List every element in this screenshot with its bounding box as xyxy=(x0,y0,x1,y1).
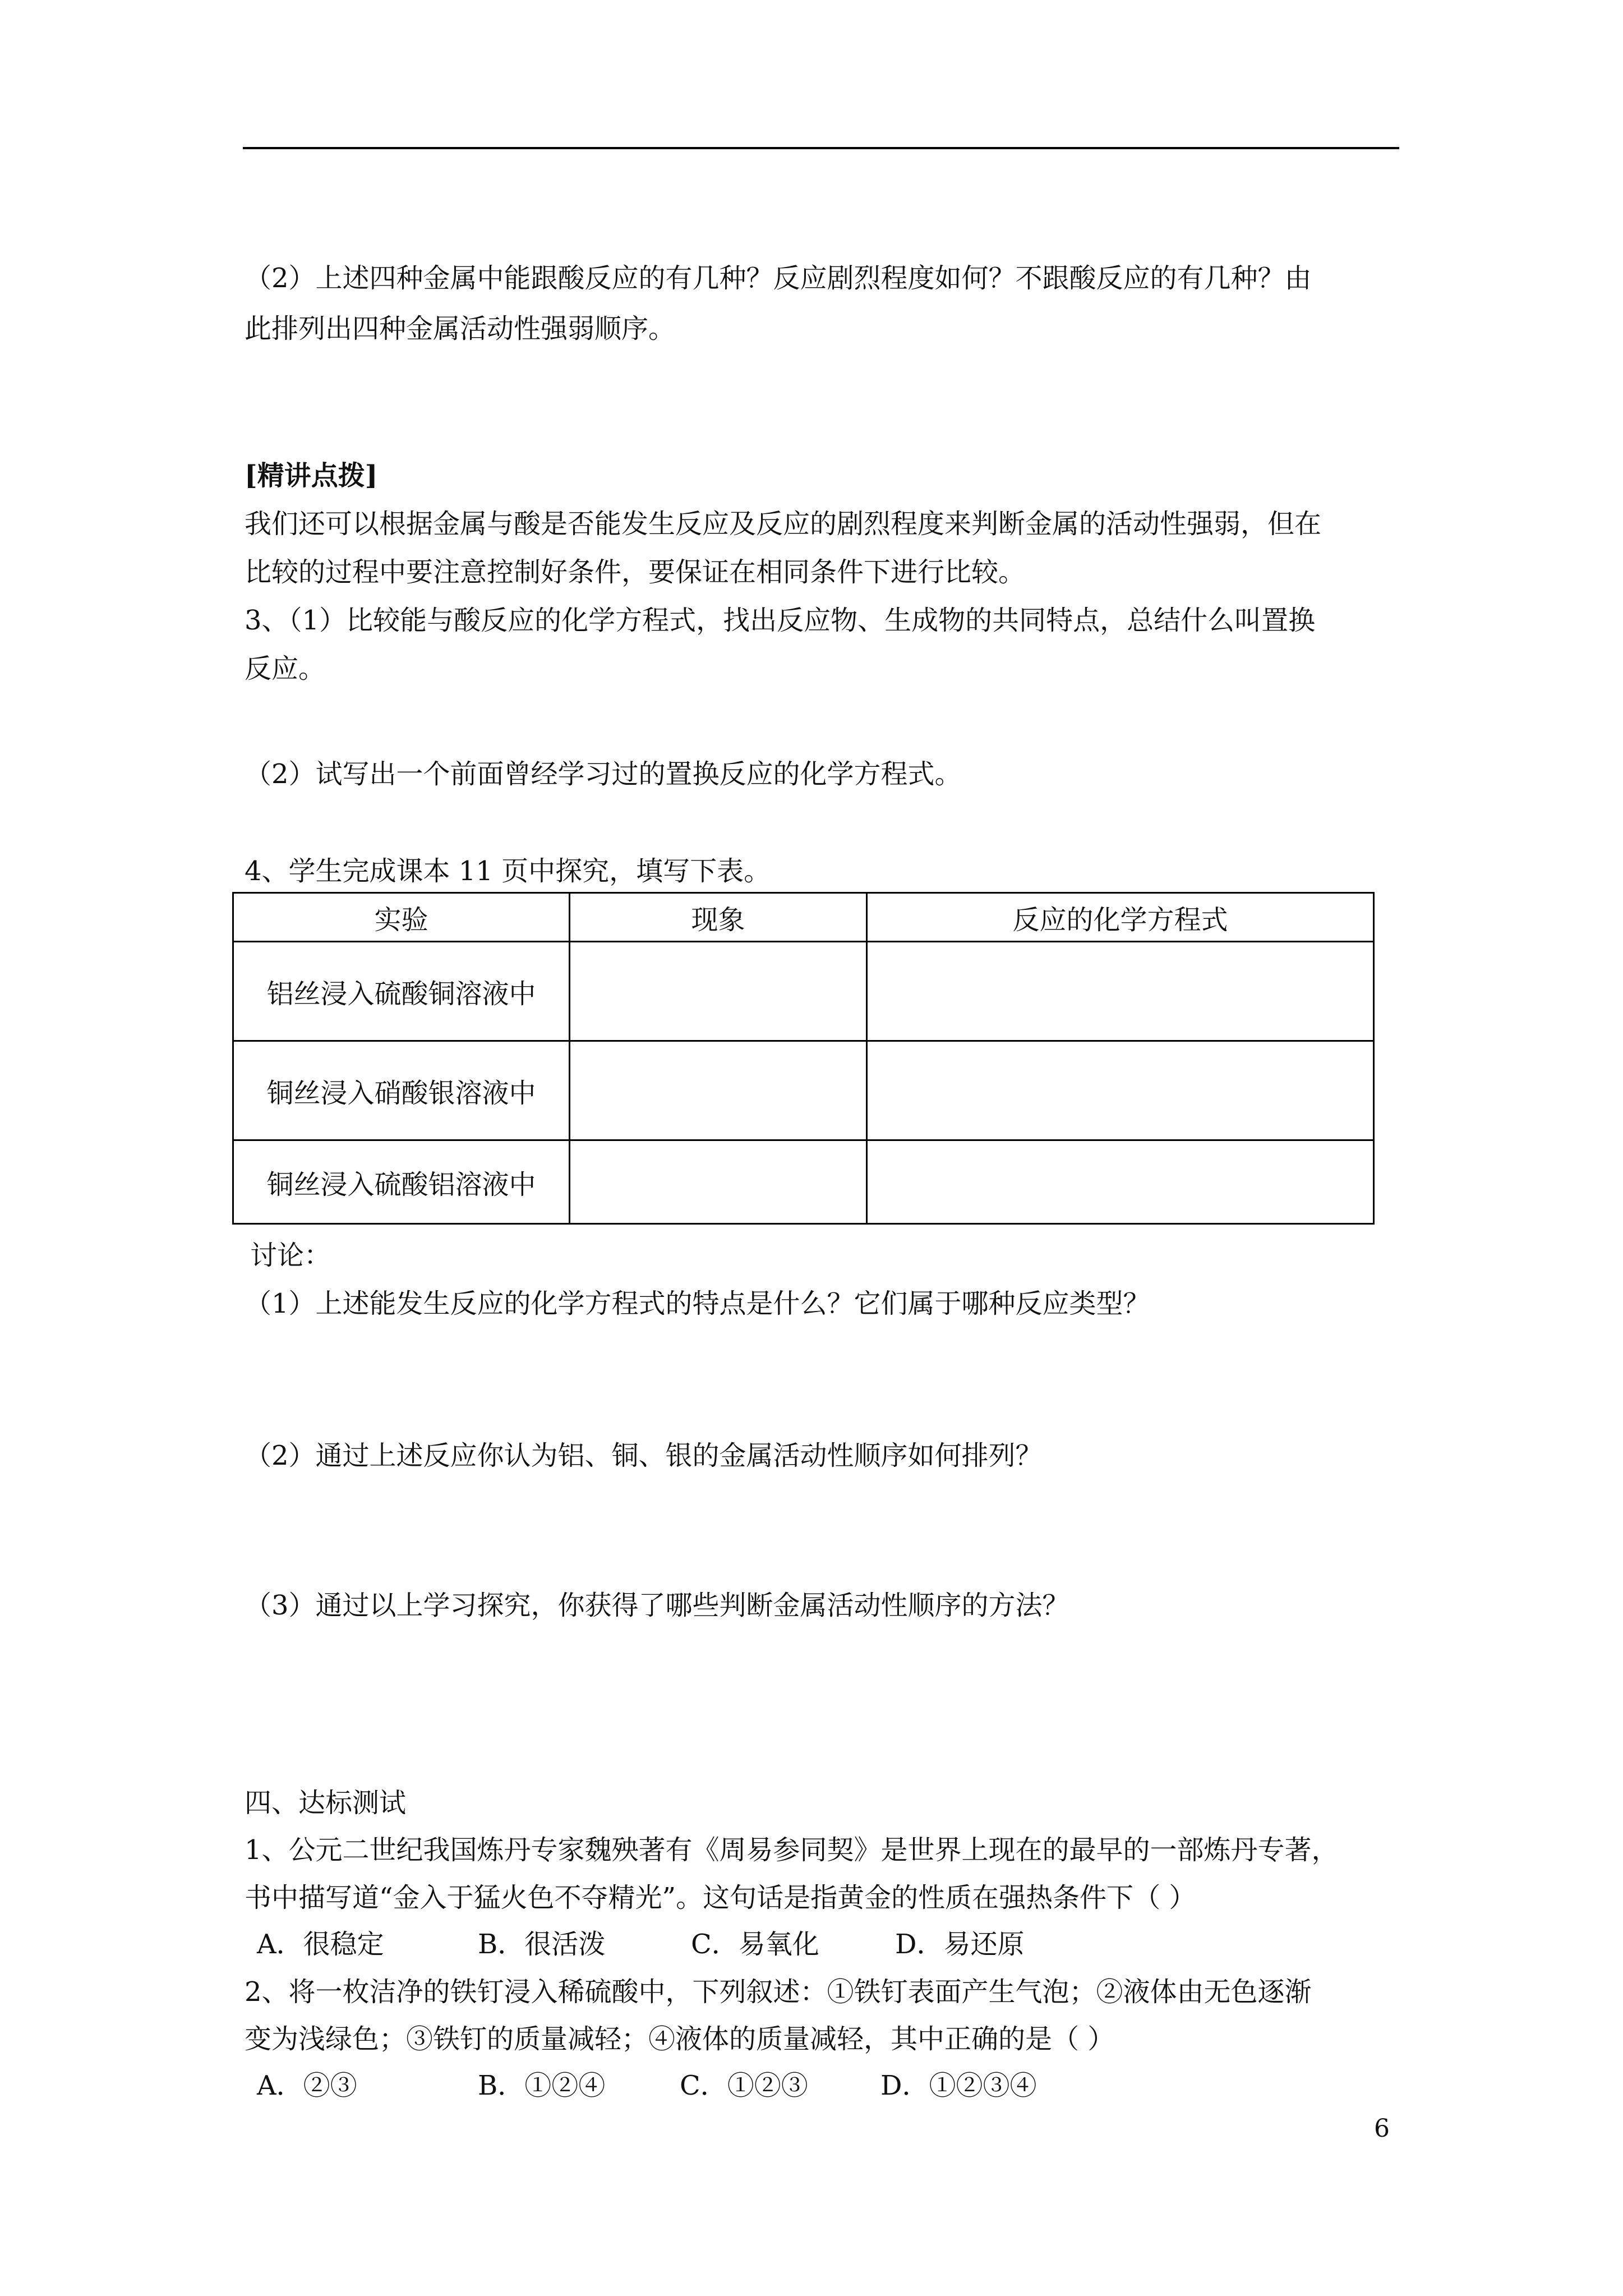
test-q2-option-b: B．①②④ xyxy=(478,2070,606,2101)
discussion-title: 讨论： xyxy=(250,1240,331,1271)
explanation-line2: 比较的过程中要注意控制好条件，要保证在相同条件下进行比较。 xyxy=(245,556,1026,588)
test-q1-option-b: B．很活泼 xyxy=(478,1929,606,1960)
page-number: 6 xyxy=(1374,2114,1390,2143)
test-q2-option-a: A．②③ xyxy=(257,2070,357,2101)
test-q1-option-c: C．易氧化 xyxy=(691,1929,819,1960)
explanation-line1: 我们还可以根据金属与酸是否能发生反应及反应的剧烈程度来判断金属的活动性强弱，但在 xyxy=(245,508,1322,540)
table-cell-equation[interactable] xyxy=(867,942,1374,1041)
table-row xyxy=(233,942,1374,1041)
discussion-q1: （1）上述能发生反应的化学方程式的特点是什么？它们属于哪种反应类型？ xyxy=(245,1288,1150,1319)
table-cell-experiment: 铜丝浸入硫酸铝溶液中 xyxy=(233,1140,570,1224)
table-cell-phenomenon[interactable] xyxy=(570,1140,867,1224)
test-q1-option-d: D．易还原 xyxy=(895,1929,1025,1960)
test-q2-option-d: D．①②③④ xyxy=(880,2070,1037,2101)
table-row xyxy=(233,1140,1374,1224)
table-header-cell: 现象 xyxy=(570,893,867,942)
table-header-row xyxy=(233,893,1374,942)
question3-line2: 反应。 xyxy=(245,653,326,684)
test-q2-line1: 2、将一枚洁净的铁钉浸入稀硫酸中，下列叙述：①铁钉表面产生气泡；②液体由无色逐渐 xyxy=(245,1976,1312,2008)
question3-line1: 3、（1）比较能与酸反应的化学方程式，找出反应物、生成物的共同特点，总结什么叫置换 xyxy=(245,605,1316,636)
table-cell-phenomenon[interactable] xyxy=(570,942,867,1041)
question3-part2: （2）试写出一个前面曾经学习过的置换反应的化学方程式。 xyxy=(245,758,962,790)
test-heading: 四、达标测试 xyxy=(245,1787,407,1819)
header-rule xyxy=(243,147,1399,149)
test-q1-line1: 1、公元二世纪我国炼丹专家魏殃著有《周易参同契》是世界上现在的最早的一部炼丹专著， xyxy=(245,1834,1339,1866)
test-q1-option-a: A．很稳定 xyxy=(257,1929,384,1960)
test-q2-option-c: C．①②③ xyxy=(680,2070,808,2101)
paragraph-q2-line2: 此排列出四种金属活动性强弱顺序。 xyxy=(245,313,676,344)
table-cell-equation[interactable] xyxy=(867,1041,1374,1140)
table-header-cell: 反应的化学方程式 xyxy=(867,893,1374,942)
section-heading-explanation: [精讲点拨] xyxy=(245,460,378,491)
discussion-q3: （3）通过以上学习探究，你获得了哪些判断金属活动性顺序的方法？ xyxy=(245,1590,1069,1621)
table-cell-experiment: 铝丝浸入硫酸铜溶液中 xyxy=(233,942,570,1041)
table-cell-phenomenon[interactable] xyxy=(570,1041,867,1140)
discussion-q2: （2）通过上述反应你认为铝、铜、银的金属活动性顺序如何排列？ xyxy=(245,1440,1043,1471)
table-cell-experiment: 铜丝浸入硝酸银溶液中 xyxy=(233,1041,570,1140)
test-q2-line2: 变为浅绿色；③铁钉的质量减轻；④液体的质量减轻，其中正确的是（ ） xyxy=(245,2023,1115,2055)
paragraph-q2-line1: （2）上述四种金属中能跟酸反应的有几种？反应剧烈程度如何？不跟酸反应的有几种？由 xyxy=(245,263,1312,294)
table-cell-equation[interactable] xyxy=(867,1140,1374,1224)
table-header-cell: 实验 xyxy=(233,893,570,942)
question4-intro: 4、学生完成课本 11 页中探究，填写下表。 xyxy=(245,855,771,887)
test-q1-line2: 书中描写道“金入于猛火色不夺精光”。这句话是指黄金的性质在强热条件下（ ） xyxy=(245,1882,1196,1913)
table-row xyxy=(233,1041,1374,1140)
experiment-table xyxy=(232,892,1375,1225)
